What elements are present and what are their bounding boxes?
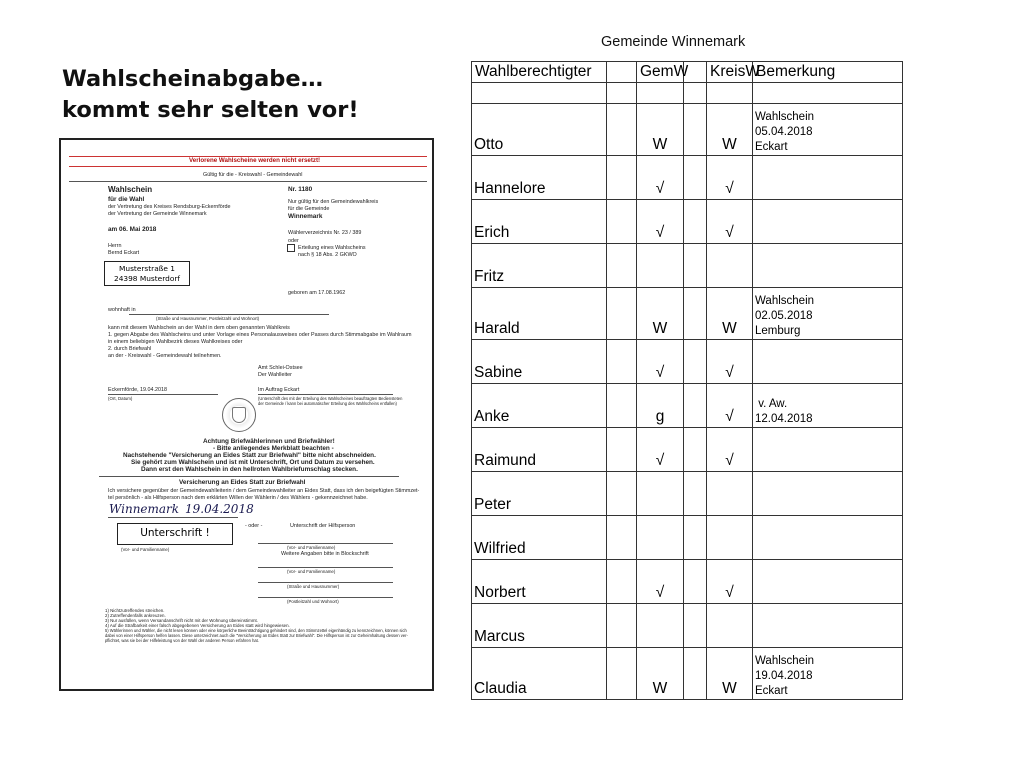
kreisw-mark-cell: √ [707, 340, 753, 384]
municipality-representation: der Vertretung der Gemeinde Winnemark [108, 211, 207, 217]
recipient-name: Bernd Eckart [108, 250, 140, 256]
table-row [472, 516, 903, 560]
kreisw-mark-cell [707, 472, 753, 516]
table-body [472, 83, 903, 700]
issuance-checkbox [287, 244, 295, 252]
helper-name-caption-top: (Vor- und Familienname) [287, 545, 336, 550]
remark-line: Eckart [755, 685, 788, 697]
signature-note-1: (Unterschrift des mit der Erteilung des Wahlscheines beauftragten Bediensteten [258, 396, 403, 401]
footnote-7: pflichtet, was sie bei der Hilfeleistung von der Wahl der anderen Person erfahren hat. [105, 638, 259, 643]
header-remark: Bemerkung [753, 62, 903, 83]
remark-cell [753, 104, 903, 156]
header-gemw: GemW [637, 62, 684, 83]
header-voter: Wahlberechtigter [472, 62, 607, 83]
gemw-mark-cell: √ [637, 200, 684, 244]
table-cell [707, 83, 753, 104]
remark-cell [753, 648, 903, 700]
valid-only-line-1: Nur gültig für den Gemeindewahlkreis [288, 199, 379, 205]
table-cell [607, 340, 637, 384]
voter-name-cell: Raimund [472, 428, 607, 472]
table-row [472, 340, 903, 384]
remark-cell [753, 604, 903, 648]
valid-only-municipality: Winnemark [288, 213, 323, 220]
remark-cell [753, 200, 903, 244]
seal-crest [232, 407, 246, 423]
voter-table [471, 61, 903, 700]
kreisw-mark-cell: √ [707, 428, 753, 472]
remark-line: Lemburg [755, 325, 801, 337]
body-line-3: in einem beliebigen Wahlbezirk dieses Wahlkreises oder [108, 339, 243, 345]
table-cell [637, 83, 684, 104]
attention-line-3: Nachstehende "Versicherung an Eides Statt zur Briefwahl" bitte nicht abschneiden. [123, 452, 376, 459]
table-row [472, 200, 903, 244]
gemw-mark-cell [637, 244, 684, 288]
footnote-5: 5) Wählerinnen und Wähler, die nicht lesen können oder eine körperliche Beeinträchtigung gehindert sind, den Stimmzettel eigenhändig zu kennzeichnen, können sich [105, 628, 407, 633]
table-cell [684, 200, 707, 244]
header-spacer-1 [607, 62, 637, 83]
gemw-mark-cell: √ [637, 428, 684, 472]
table-cell [684, 83, 707, 104]
lost-ballot-warning: Verlorene Wahlscheine werden nicht ersetzt! [189, 157, 321, 164]
table-cell [753, 83, 903, 104]
kreisw-mark-cell: W [707, 104, 753, 156]
table-cell [607, 384, 637, 428]
table-cell [607, 472, 637, 516]
remark-cell [753, 428, 903, 472]
on-behalf-rule [258, 394, 393, 395]
top-red-rule [69, 156, 427, 157]
date-of-birth: geboren am 17.08.1962 [288, 290, 346, 296]
election-date: am 06. Mai 2018 [108, 226, 157, 233]
table-row [472, 288, 903, 340]
table-cell [684, 244, 707, 288]
kreisw-mark-cell [707, 244, 753, 288]
table-row [472, 244, 903, 288]
gemw-mark-cell [637, 472, 684, 516]
voter-name-cell: Hannelore [472, 156, 607, 200]
voter-name-cell: Marcus [472, 604, 607, 648]
gemw-mark-cell: W [637, 104, 684, 156]
kreisw-mark-cell: W [707, 288, 753, 340]
postal-caption: (Postleitzahl und Wohnort) [287, 599, 339, 604]
handwritten-place: Winnemark [109, 502, 180, 516]
postal-rule [258, 597, 393, 598]
remark-line: 19.04.2018 [755, 670, 813, 682]
attention-line-2: - Bitte anliegendes Merkblatt beachten - [213, 445, 334, 452]
helper-fullname-caption: (Vor- und Familienname) [287, 569, 336, 574]
gemw-mark-cell: √ [637, 340, 684, 384]
attention-line-5: Dann erst den Wahlschein in den hellroten Wahlbriefumschlag stecken. [141, 466, 358, 473]
for-the-election: für die Wahl [108, 196, 145, 203]
table-cell [607, 244, 637, 288]
remark-cell [753, 244, 903, 288]
table-cell [684, 604, 707, 648]
oath-line-1: Ich versichere gegenüber der Gemeindewahlleiterin / dem Gemeindewahlleiter an Eides Statt, dass ich den beigefügten Stimmzet- [108, 488, 420, 494]
remark-cell [753, 384, 903, 428]
gemw-mark-cell: √ [637, 156, 684, 200]
header-rule [69, 181, 427, 182]
office-name: Amt Schlei-Ostsee [258, 365, 303, 371]
voter-name-cell: Fritz [472, 244, 607, 288]
table-cell [607, 104, 637, 156]
gemw-mark-cell: √ [637, 560, 684, 604]
table-cell [607, 83, 637, 104]
table-cell [607, 288, 637, 340]
issuance-line-2: nach § 18 Abs. 2 GKWO [298, 252, 357, 258]
or-word: oder [288, 238, 299, 244]
remark-cell [753, 156, 903, 200]
helper-fullname-rule [258, 567, 393, 568]
kreisw-mark-cell [707, 604, 753, 648]
table-cell [607, 648, 637, 700]
table-row [472, 156, 903, 200]
table-cell [684, 340, 707, 384]
issuance-line-1: Erteilung eines Wahlscheins [298, 245, 366, 251]
body-line-1: kann mit diesem Wahlschein an der Wahl in dem oben genannten Wahlkreis [108, 325, 290, 331]
table-header-row [472, 62, 903, 83]
table-cell [607, 428, 637, 472]
voter-name-cell: Erich [472, 200, 607, 244]
body-line-2: 1. gegen Abgabe des Wahlscheins und unter Vorlage eines Personalausweises oder Passes durch Stimmabgabe im Wahlraum [108, 332, 412, 338]
kreisw-mark-cell: √ [707, 560, 753, 604]
voter-name-cell: Wilfried [472, 516, 607, 560]
table-cell [684, 648, 707, 700]
remark-line: Wahlschein [755, 295, 815, 307]
place-date-caption: (Ort, Datum) [108, 396, 133, 401]
kreisw-mark-cell: √ [707, 384, 753, 428]
place-date-rule [108, 394, 218, 395]
living-in-rule [129, 314, 329, 315]
footnote-3: 3) Nur ausfüllen, wenn Versandanschrift nicht mit der Wohnung übereinstimmt. [105, 618, 258, 623]
street-caption: (Straße und Hausnummer) [287, 584, 340, 589]
remark-line: 05.04.2018 [755, 126, 813, 138]
remark-cell [753, 472, 903, 516]
remark-line: 12.04.2018 [755, 413, 813, 425]
table-row [472, 104, 903, 156]
footnote-6: dabei von einer Hilfsperson helfen lassen. Diese unterzeichnet auch die "Versicherung an Eides Statt zur Briefwahl". Die Hilfsperson ist zur Geheimhaltung dessen ver- [105, 633, 408, 638]
or-dash: - oder - [245, 523, 263, 529]
table-cell [607, 156, 637, 200]
address-redaction-box [104, 261, 190, 286]
gemw-mark-cell: W [637, 288, 684, 340]
table-row [472, 648, 903, 700]
kreisw-mark-cell: √ [707, 156, 753, 200]
table-cell [684, 472, 707, 516]
attention-line-4: Sie gehört zum Wahlschein und ist mit Unterschrift, Ort und Datum zu versehen. [131, 459, 375, 466]
remark-line: Wahlschein [755, 111, 815, 123]
kreisw-mark-cell: W [707, 648, 753, 700]
oath-heading: Versicherung an Eides Statt zur Briefwahl [179, 479, 306, 486]
table-cell [684, 156, 707, 200]
gemw-mark-cell: W [637, 648, 684, 700]
slide-title-line-1: Wahlscheinabgabe… [62, 66, 324, 92]
footnote-4: 4) Auf die Strafbarkeit einer falsch abgegebenen Versicherung an Eides statt wird hingewiesen. [105, 623, 290, 628]
table-empty-row [472, 83, 903, 104]
remark-line: Wahlschein [755, 655, 815, 667]
remark-cell [753, 288, 903, 340]
table-cell [684, 516, 707, 560]
table-cell [607, 604, 637, 648]
table-cell [472, 83, 607, 104]
remark-cell [753, 340, 903, 384]
address-line-1: Musterstraße 1 [119, 264, 175, 273]
footnote-1: 1) Nichtzutreffendes streichen. [105, 608, 165, 613]
slide-title-line-2: kommt sehr selten vor! [62, 97, 359, 123]
table-cell [684, 560, 707, 604]
body-line-5: an der - Kreiswahl - Gemeindewahl teilnehmen. [108, 353, 222, 359]
handwritten-date: 19.04.2018 [185, 502, 254, 516]
district-representation: der Vertretung des Kreises Rendsburg-Eckernförde [108, 204, 231, 210]
table-cell [684, 104, 707, 156]
signature-callout-box: Unterschrift ! [117, 523, 233, 545]
name-caption: (Vor- und Familienname) [121, 547, 170, 552]
remark-line: v. Aw. [755, 398, 788, 410]
voter-name-cell: Otto [472, 104, 607, 156]
table-row [472, 560, 903, 604]
ballot-heading: Wahlschein [108, 185, 153, 194]
remark-line: Eckart [755, 141, 788, 153]
slide-title [62, 64, 382, 126]
oath-rule [99, 476, 399, 477]
kreisw-mark-cell: √ [707, 200, 753, 244]
municipality-label: Gemeinde Winnemark [601, 34, 746, 50]
oath-line-2: tel persönlich - als Hilfsperson nach dem erklärten Willen der Wählerin / des Wählers - gekennzeichnet habe. [108, 495, 368, 501]
table-row [472, 472, 903, 516]
street-rule [258, 582, 393, 583]
table-cell [607, 560, 637, 604]
scanned-ballot-document [59, 138, 434, 691]
gemw-mark-cell: g [637, 384, 684, 428]
table-cell [607, 516, 637, 560]
place-and-date: Eckernförde, 19.04.2018 [108, 387, 168, 393]
voter-name-cell: Peter [472, 472, 607, 516]
salutation: Herrn [108, 243, 122, 249]
footnote-2: 2) Zutreffendenfalls ankreuzen. [105, 613, 166, 618]
place-date-signature-rule [108, 517, 238, 518]
table-row [472, 384, 903, 428]
table-cell [607, 200, 637, 244]
voter-name-cell: Claudia [472, 648, 607, 700]
official-seal [222, 398, 256, 432]
voter-register-number: Wählerverzeichnis Nr. 23 / 389 [288, 230, 362, 236]
header-kreisw: KreisW [707, 62, 753, 83]
voter-name-cell: Sabine [472, 340, 607, 384]
kreisw-mark-cell [707, 516, 753, 560]
attention-line-1: Achtung Briefwählerinnen und Briefwähler! [203, 438, 335, 445]
signature-note-2: der Gemeinde / kann bei automatischer Erteilung des Wahlscheins entfallen) [258, 401, 397, 406]
remark-cell [753, 560, 903, 604]
remark-cell [753, 516, 903, 560]
body-line-4: 2. durch Briefwahl [108, 346, 152, 352]
table-row [472, 604, 903, 648]
living-in-label: wohnhaft in [108, 307, 136, 313]
block-letters-note: Weitere Angaben bitte in Blockschrift [281, 551, 369, 557]
address-line-2: 24398 Musterdorf [114, 274, 180, 283]
helper-signature-label: Unterschrift der Hilfsperson [290, 523, 356, 529]
gemw-mark-cell [637, 516, 684, 560]
table-cell [684, 428, 707, 472]
voter-name-cell: Anke [472, 384, 607, 428]
living-in-caption: (Straße und Hausnummer, Postleitzahl und Wohnort) [156, 316, 260, 321]
helper-name-rule [258, 543, 393, 544]
office-role: Der Wahlleiter [258, 372, 292, 378]
voter-name-cell: Harald [472, 288, 607, 340]
on-behalf-signature: Im Auftrag Eckart [258, 387, 300, 393]
top-red-rule-2 [69, 166, 427, 167]
validity-line: Gültig für die - Kreiswahl - Gemeindewahl [203, 172, 303, 178]
table-row [472, 428, 903, 472]
table-cell [684, 384, 707, 428]
voter-name-cell: Norbert [472, 560, 607, 604]
ballot-number: Nr. 1180 [288, 186, 313, 193]
remark-line: 02.05.2018 [755, 310, 813, 322]
gemw-mark-cell [637, 604, 684, 648]
valid-only-line-2: für die Gemeinde [288, 206, 330, 212]
table-cell [684, 288, 707, 340]
